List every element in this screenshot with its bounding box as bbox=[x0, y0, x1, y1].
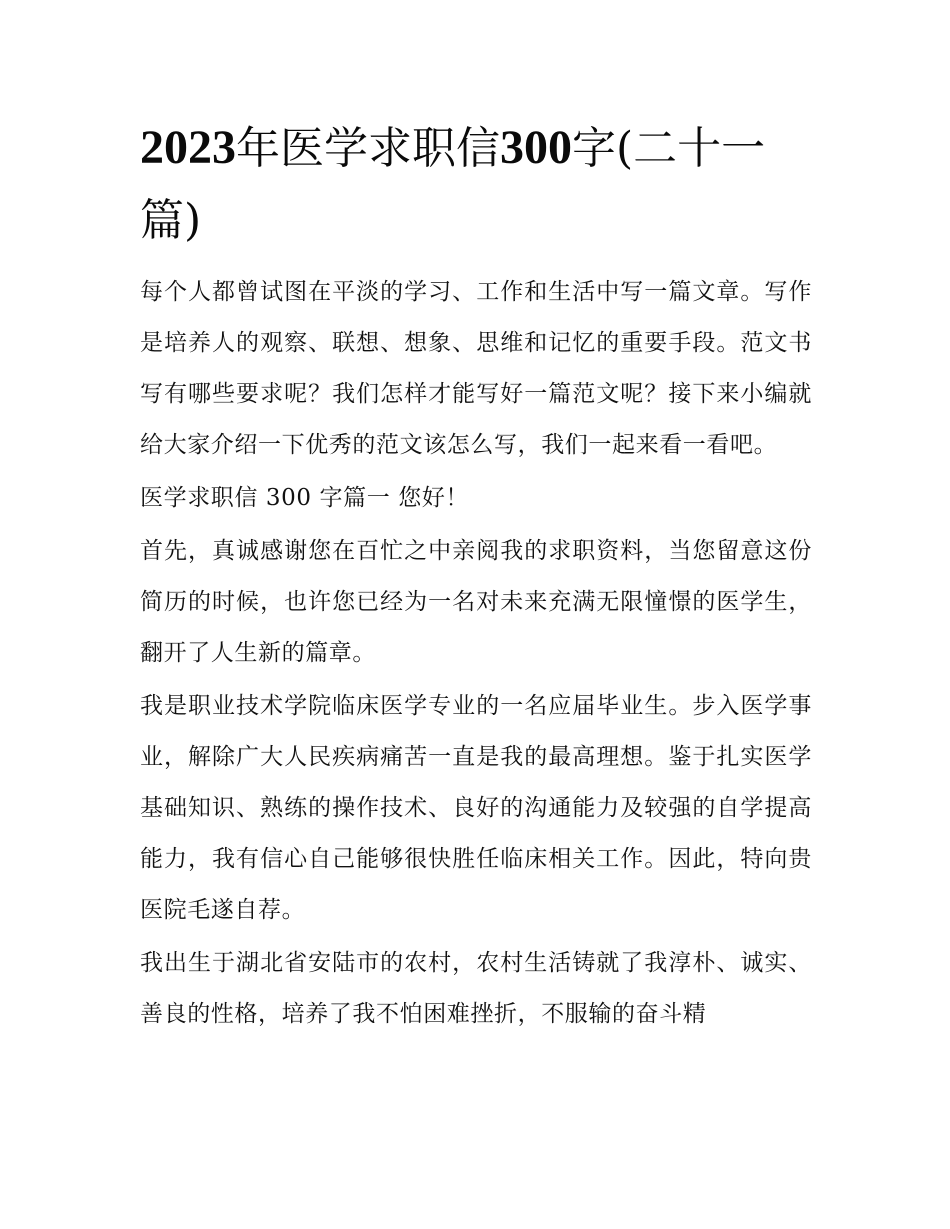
section-heading-letter-one: 医学求职信 300 字篇一 您好！ bbox=[140, 485, 470, 511]
paragraph-background: 我出生于湖北省安陆市的农村，农村生活铸就了我淳朴、诚实、善良的性格，培养了我不怕困难挫折，不服输的奋斗精 bbox=[140, 950, 812, 1027]
document-body bbox=[140, 112, 812, 1042]
document-title bbox=[140, 112, 812, 257]
paragraph-thanks: 首先，真诚感谢您在百忙之中亲阅我的求职资料，当您留意这份简历的时候，也许您已经为一名对未来充满无限憧憬的医学生，翻开了人生新的篇章。 bbox=[140, 538, 812, 666]
title-year: 2023 bbox=[140, 121, 236, 174]
intro-paragraph: 每个人都曾试图在平淡的学习、工作和生活中写一篇文章。写作是培养人的观察、联想、想象、思维和记忆的重要手段。范文书写有哪些要求呢？我们怎样才能写好一篇范文呢？接下来小编就给大家介绍一下优秀的范文该怎么写，我们一起来看一看吧。 bbox=[140, 279, 812, 458]
title-text-part-2: 字(二十一篇) bbox=[140, 123, 766, 246]
title-word-count: 300 bbox=[500, 121, 572, 174]
title-text-part-1: 年医学求职信 bbox=[236, 123, 500, 174]
paragraph-self-introduction: 我是职业技术学院临床医学专业的一名应届毕业生。步入医学事业，解除广大人民疾病痛苦一直是我的最高理想。鉴于扎实医学基础知识、熟练的操作技术、良好的沟通能力及较强的自学提高能力，我有信心自己能够很快胜任临床相关工作。因此，特向贵医院毛遂自荐。 bbox=[140, 693, 812, 923]
